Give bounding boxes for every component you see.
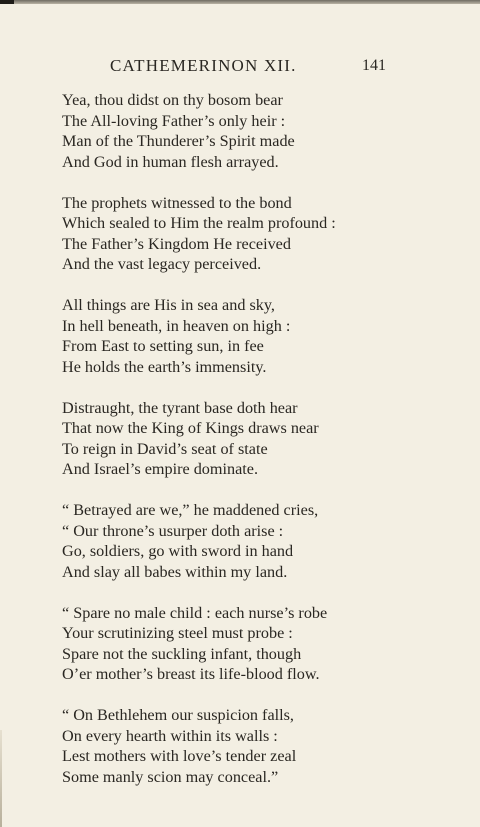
poem-line: Lest mothers with love’s tender zeal <box>62 747 297 765</box>
poem-line: “ Betrayed are we,” he maddened cries, <box>62 501 319 519</box>
poem-line: In hell beneath, in heaven on high : <box>62 316 291 335</box>
poem-line: He holds the earth’s immensity. <box>62 357 267 376</box>
poem-line: The All-loving Father’s only heir : <box>62 111 286 130</box>
poem-line: The prophets witnessed to the bond <box>62 193 292 212</box>
stanza-7 <box>62 705 462 787</box>
poem-line: The Father’s Kingdom He received <box>62 234 291 253</box>
poem-line: “ Our throne’s usurper doth arise : <box>62 521 284 540</box>
poem-line: Go, soldiers, go with sword in hand <box>62 542 294 560</box>
poem-line: And slay all babes within my land. <box>62 562 288 581</box>
poem-line: Some manly scion may conceal.” <box>62 767 279 786</box>
poem-line: Man of the Thunderer’s Spirit made <box>62 132 295 150</box>
stanza-3 <box>62 295 462 377</box>
poem-line: And the vast legacy perceived. <box>62 255 262 273</box>
poem-line: Which sealed to Him the realm profound : <box>62 214 336 232</box>
poem-line: O’er mother’s breast its life-blood flow. <box>62 665 320 683</box>
stanza-1 <box>62 90 462 172</box>
poem-line: And God in human flesh arrayed. <box>62 152 279 171</box>
poem-line: To reign in David’s seat of state <box>62 439 268 458</box>
poem-line: That now the King of Kings draws near <box>62 419 319 437</box>
page-number: 141 <box>362 57 386 74</box>
poem-body <box>62 90 462 808</box>
top-edge-mark <box>0 0 14 4</box>
poem-line: “ Spare no male child : each nurse’s robe <box>62 603 328 622</box>
page-edge-shadow <box>0 730 2 827</box>
poem-line: All things are His in sea and sky, <box>62 296 275 314</box>
poem-line: On every hearth within its walls : <box>62 726 278 745</box>
stanza-5 <box>62 500 462 582</box>
stanza-6 <box>62 603 462 685</box>
poem-line: “ On Bethlehem our suspicion falls, <box>62 706 294 724</box>
stanza-4 <box>62 398 462 480</box>
poem-line: Yea, thou didst on thy bosom bear <box>62 91 283 109</box>
poem-line: Distraught, the tyrant base doth hear <box>62 398 298 417</box>
poem-line: And Israel’s empire dominate. <box>62 460 258 478</box>
top-edge-rule <box>0 0 480 4</box>
poem-line: Spare not the suckling infant, though <box>62 644 302 663</box>
page-header <box>0 56 480 78</box>
running-title: CATHEMERINON XII. <box>110 56 297 75</box>
poem-line: From East to setting sun, in fee <box>62 337 264 355</box>
poem-line: Your scrutinizing steel must probe : <box>62 624 293 642</box>
stanza-2 <box>62 193 462 275</box>
